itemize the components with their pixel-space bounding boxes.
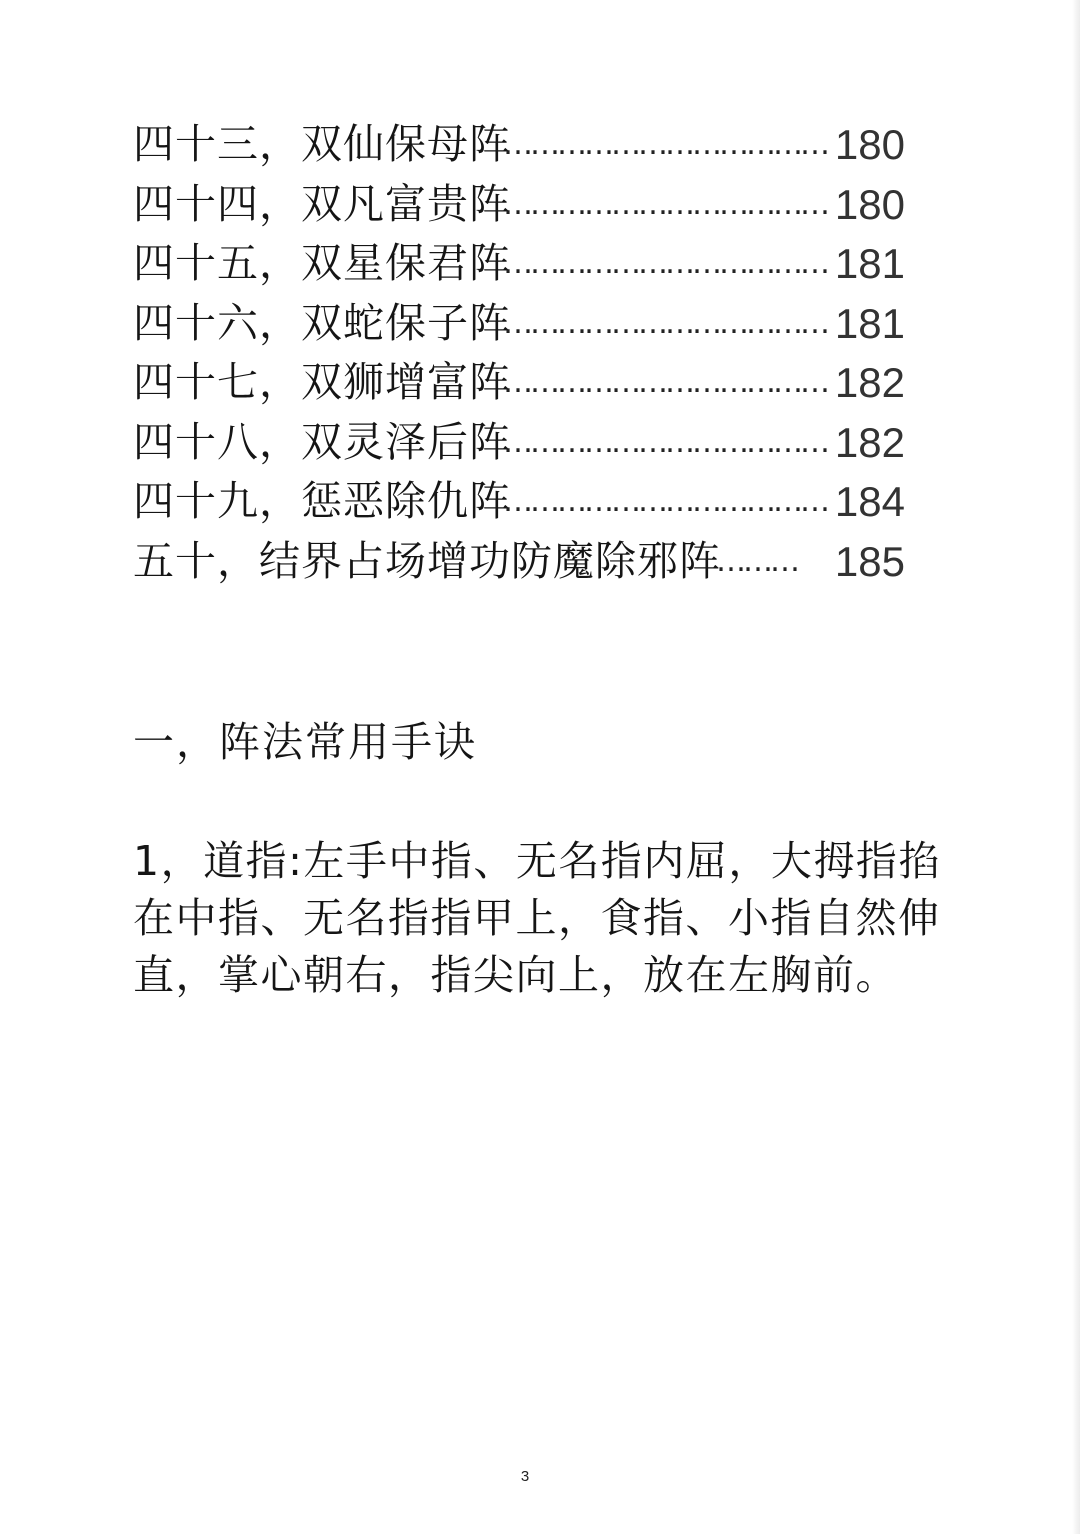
toc-entry-page: 182 (834, 359, 905, 406)
toc-leader-dots: ……………………………… (503, 484, 827, 519)
toc-entry (133, 294, 913, 354)
toc-entry (133, 175, 913, 235)
toc-entry-page: 184 (834, 478, 905, 525)
toc-entry-title: 四十四，双凡富贵阵 (133, 179, 511, 228)
toc-entry (133, 353, 913, 413)
toc-entry-page: 180 (834, 180, 905, 228)
toc-entry-page: 185 (834, 537, 905, 585)
toc-entry (133, 234, 913, 294)
toc-entry-page: 180 (834, 121, 905, 168)
table-of-contents (133, 115, 913, 591)
toc-entry-title: 四十七，双狮增富阵 (133, 358, 511, 406)
toc-entry (133, 472, 913, 532)
toc-leader-dots: ……………………………… (503, 305, 827, 341)
toc-entry-title: 五十，结界占场增功防魔除邪阵 (133, 536, 721, 585)
page-edge-shadow (1072, 0, 1080, 1534)
toc-entry-page: 181 (834, 299, 905, 347)
toc-leader-dots: ……………………………… (503, 127, 827, 162)
toc-leader-dots: ……… (716, 543, 797, 579)
toc-entry-title: 四十三，双仙保母阵 (133, 120, 511, 168)
toc-entry (133, 413, 913, 473)
paragraph-line: 1，道指:左手中指、无名指内屈，大拇指掐 (133, 837, 941, 885)
toc-leader-dots: ……………………………… (503, 186, 827, 222)
toc-entry (133, 115, 913, 175)
paragraph-line: 直，掌心朝右，指尖向上，放在左胸前。 (133, 951, 898, 999)
section-heading: 一，阵法常用手诀 (133, 718, 477, 766)
toc-leader-dots: ……………………………… (503, 365, 827, 400)
toc-leader-dots: ……………………………… (503, 424, 827, 460)
toc-entry-page: 181 (834, 240, 905, 287)
toc-entry-title: 四十五，双星保君阵 (133, 239, 511, 287)
toc-entry-title: 四十八，双灵泽后阵 (133, 417, 511, 466)
toc-entry-page: 182 (834, 418, 905, 466)
toc-leader-dots: ……………………………… (503, 246, 827, 281)
toc-entry-title: 四十九，惩恶除仇阵 (133, 477, 511, 525)
paragraph-line: 在中指、无名指指甲上，食指、小指自然伸 (133, 894, 941, 942)
page-number: 3 (520, 1468, 530, 1485)
body-paragraph (133, 833, 941, 1004)
toc-entry (133, 532, 913, 592)
toc-entry-title: 四十六，双蛇保子阵 (133, 298, 511, 347)
